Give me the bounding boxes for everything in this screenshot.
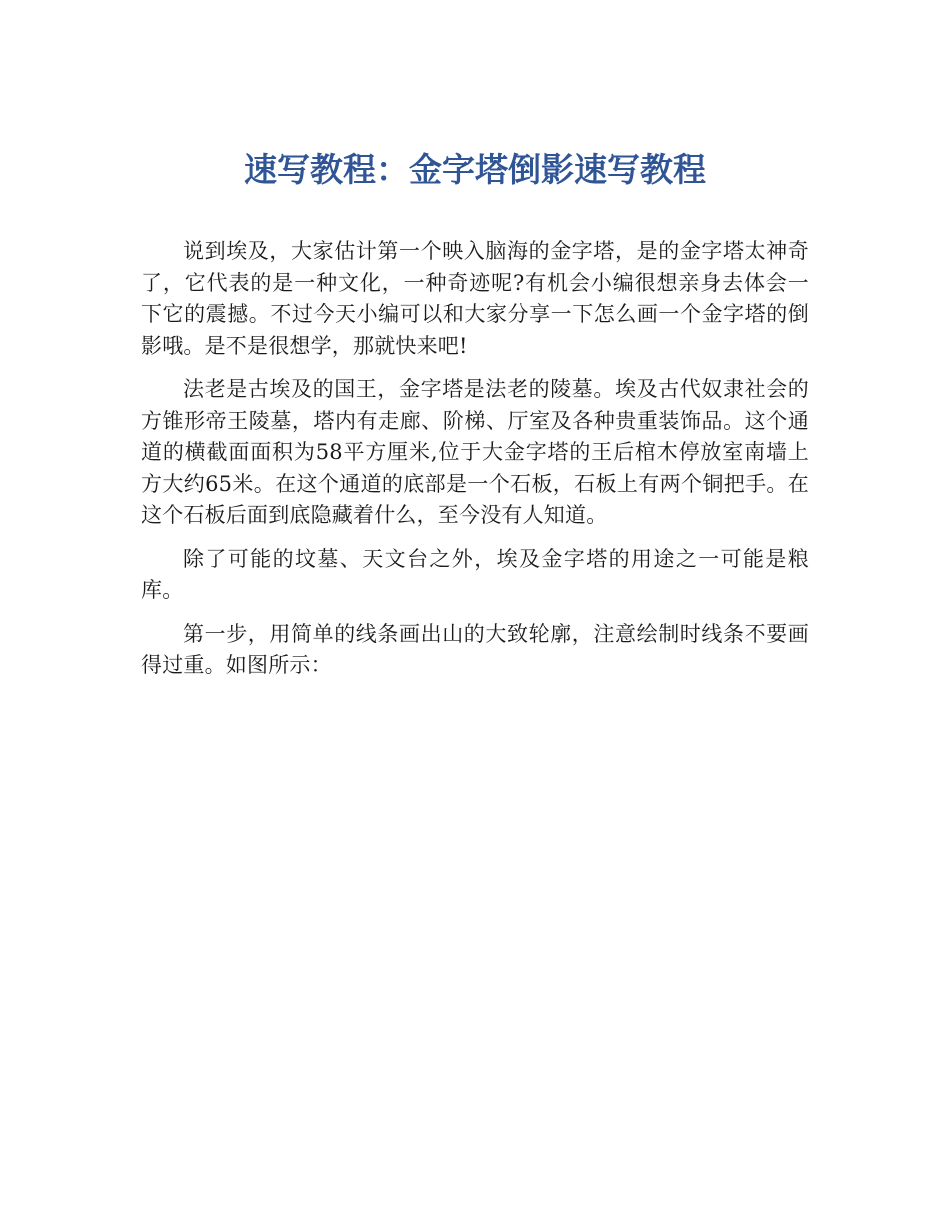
paragraph-pharaoh: 法老是古埃及的国王，金字塔是法老的陵墓。埃及古代奴隶社会的方锥形帝王陵墓，塔内有走廊、阶梯、厅室及各种贵重装饰品。这个通道的横截面面积为58平方厘米,位于大金字塔的王后棺木停放室南墙上方大约65米。在这个通道的底部是一个石板，石板上有两个铜把手。在这个石板后面到底隐藏着什么，至今没有人知道。 [141, 377, 809, 527]
document-title: 速写教程：金字塔倒影速写教程 [244, 150, 706, 189]
paragraph-step-one: 第一步，用简单的线条画出山的大致轮廓，注意绘制时线条不要画得过重。如图所示： [141, 621, 809, 677]
document-body [141, 236, 809, 694]
paragraph-granary: 除了可能的坟墓、天文台之外，埃及金字塔的用途之一可能是粮库。 [141, 546, 809, 602]
paragraph-intro: 说到埃及，大家估计第一个映入脑海的金字塔，是的金字塔太神奇了，它代表的是一种文化，一种奇迹呢?有机会小编很想亲身去体会一下它的震撼。不过今天小编可以和大家分享一下怎么画一个金字塔的倒影哦。是不是很想学，那就快来吧! [141, 239, 809, 358]
